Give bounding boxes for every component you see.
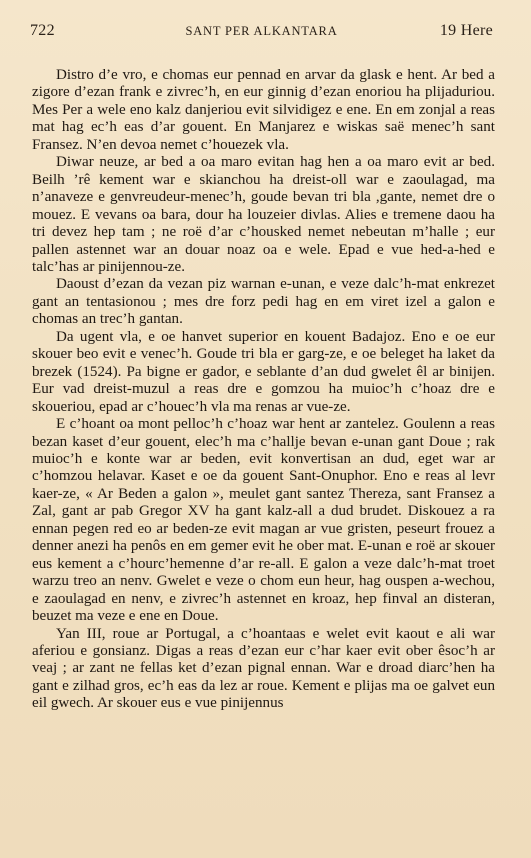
body-text xyxy=(32,67,495,713)
page-number: 722 xyxy=(30,22,55,39)
paragraph: Daoust d’ezan da vezan piz warnan e-unan, e veze dalc’h-mat enkrezet gant an tentasionou ; mes dre forz pedi hag en em viret izel a galon e chomas an trec’h gantan. xyxy=(32,276,495,328)
running-title: SANT PER ALKANTARA xyxy=(185,24,338,38)
paragraph: Diwar neuze, ar bed a oa maro evitan hag hen a oa maro evit ar bed. Beilh ’rê kement war e skianchou ha dreist-oll war e zaoulagad, ma n’anaveze e genvreudeur-menec’h, goude bevan tri bla ,gante, nemet dre o mouez. E vevans oa bara, dour ha louzeier divlas. Alies e tremene daou ha tri devez hep tam ; ne roë d’ar c’housked nemet nebeutan m’halle ; eur pallen astennet war an douar noaz oa e wele. Epad e vue hed-a-hed e talc’has ar pinijennou-ze. xyxy=(32,154,495,275)
paragraph: Yan III, roue ar Portugal, a c’hoantaas e welet evit kaout e ali war aferiou e gonsianz. Digas a reas d’ezan eur c’har kaer evit ober êsoc’h ar veaj ; ar zant ne fellas ket d’ezan pignal ennan. War e droad diarc’hen ha gant e zilhad gros, ec’h eas da lez ar roue. Kement e plijas ma oe galvet eun eil gwech. Ar skouer eus e vue pinijennus xyxy=(32,625,495,712)
feast-date: 19 Here xyxy=(439,22,493,39)
paragraph: Da ugent vla, e oe hanvet superior en kouent Badajoz. Eno e oe eur skouer beo evit e venec’h. Goude tri bla er garg-ze, e oe beleget ha laket da brezek (1524). Pa bigne er gador, e seblante d’an dud gwelet êl ar binijen. Eur vad dreist-muzul a reas dre e gomzou ha muioc’h c’hoaz dre e skoueriou, epad ar c’houec’h vla ma renas ar vue-ze. xyxy=(32,328,495,415)
paragraph: E c’hoant oa mont pelloc’h c’hoaz war hent ar zantelez. Goulenn a reas bezan kaset d’eur gouent, elec’h ma c’hallje bevan e-unan gant Doue ; rak muioc’h e konte war ar beden, evit konvertisan an dud, eget war ar c’homzou helavar. Kaset e oe da gouent Sant-Onuphor. Eno e reas al levr kaer-ze, « Ar Beden a galon », meulet gant santez Thereza, sant Fransez a Zal, gant ar pab Gregor XV ha gant kalz-all a dud brudet. Diskouez a ra ennan pegen red eo ar beden-ze evit magan ar vue gristen, peseurt frouez a denner anezi ha penôs en em gemer evit he ober mat. E-unan e roë ar skouer eus kement a c’hourc’hemenne d’ar re-all. E galon a veze dalc’h-mat troet warzu treo an nenv. Gwelet e veze o chom eun heur, hag ouspen a-wechou, e zaoulagad en nenv, e zivrec’h astennet en kroaz, hep finval an disteran, beuzet ma veze e ene en Doue. xyxy=(32,416,495,625)
paragraph: Distro d’e vro, e chomas eur pennad en arvar da glask e hent. Ar bed a zigore d’ezan frank e zivrec’h, en eur ginnig d’ezan enoriou ha plijaduriou. Mes Per a wele eno kalz danjeriou evit silvidigez e ene. En em zonjal a reas mat hag ec’h eas d’ar gouent. En Manjarez e wiskas saë menec’h sant Fransez. N’en devoa nemet c’houezek vla. xyxy=(32,67,495,153)
page-header xyxy=(30,22,493,44)
